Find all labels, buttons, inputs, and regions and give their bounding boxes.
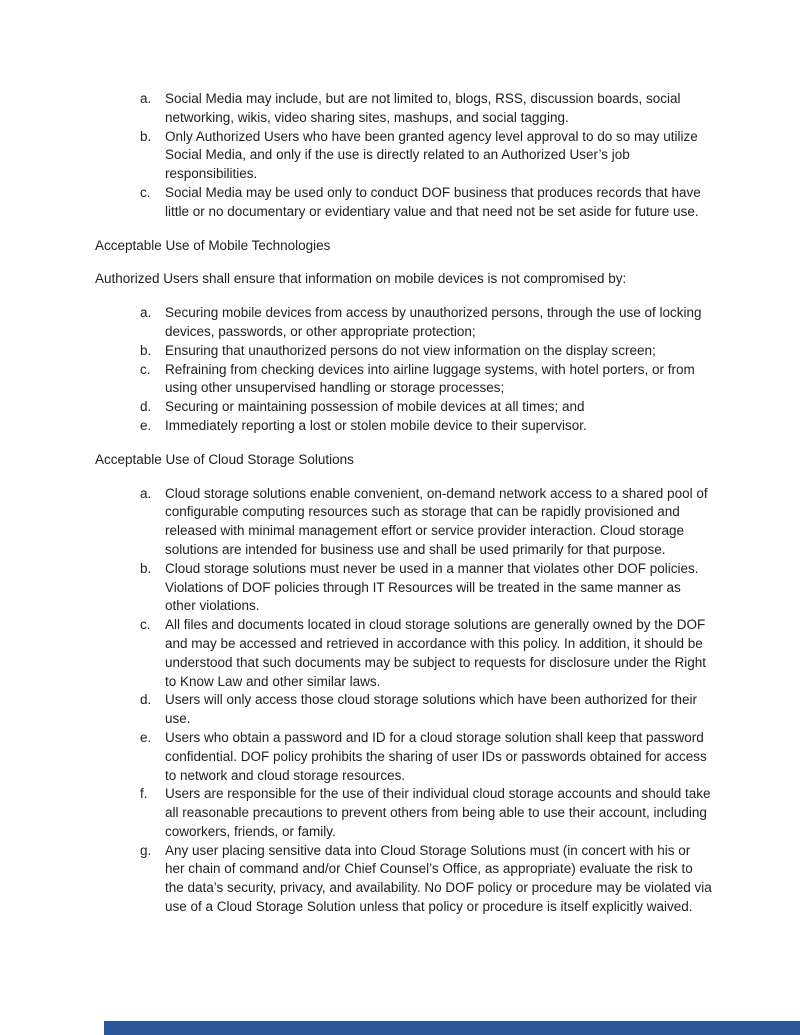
list-item bbox=[95, 90, 713, 128]
list-item bbox=[95, 417, 713, 436]
list-item bbox=[95, 342, 713, 361]
list-item-marker: b. bbox=[140, 342, 152, 358]
list-item-text: Only Authorized Users who have been granted agency level approval to do so may utilize Social Media, and only if the use is directly related to an Authorized User’s job responsibilities. bbox=[165, 128, 698, 182]
list-item-text: Users are responsible for the use of their individual cloud storage accounts and should take all reasonable precautions to prevent others from being able to use their account, including coworkers, friends, or family. bbox=[165, 786, 711, 839]
list-item-marker: d. bbox=[140, 692, 152, 708]
list-item bbox=[95, 560, 713, 616]
lettered-list bbox=[95, 90, 713, 222]
list-item-text: Ensuring that unauthorized persons do not view information on the display screen; bbox=[165, 342, 656, 358]
list-item bbox=[95, 184, 713, 222]
list-item bbox=[95, 729, 713, 785]
list-item-marker: c. bbox=[140, 617, 151, 633]
list-item-marker: e. bbox=[140, 729, 152, 745]
list-item-text: Immediately reporting a lost or stolen mobile device to their supervisor. bbox=[165, 417, 587, 433]
word-status-bar bbox=[104, 1021, 800, 1035]
list-item-text: Securing mobile devices from access by unauthorized persons, through the use of locking devices, passwords, or other appropriate protection; bbox=[165, 305, 702, 339]
list-item-marker: c. bbox=[140, 184, 151, 200]
paragraph: Authorized Users shall ensure that information on mobile devices is not compromised by: bbox=[95, 271, 627, 287]
list-item-text: Any user placing sensitive data into Cloud Storage Solutions must (in concert with his or her chain of command and/or Chief Counsel’s Office, as appropriate) evaluate the risk to the data’s security, privacy, and availability. No DOF policy or procedure may be violated via use of a Cloud Storage Solution unless that policy or procedure is itself explicitly waived. bbox=[165, 842, 712, 915]
list-item-text: Users who obtain a password and ID for a cloud storage solution shall keep that password confidential. DOF policy prohibits the sharing of user IDs or passwords obtained for access to network and cloud storage resources. bbox=[165, 729, 707, 783]
list-item-marker: a. bbox=[140, 305, 152, 321]
list-item-text: Social Media may include, but are not limited to, blogs, RSS, discussion boards, social networking, wikis, video sharing sites, mashups, and social tagging. bbox=[165, 91, 681, 125]
section-heading: Acceptable Use of Cloud Storage Solutions bbox=[95, 451, 354, 467]
list-item-marker: c. bbox=[140, 361, 151, 377]
lettered-list bbox=[95, 485, 713, 917]
list-item-text: Cloud storage solutions enable convenient, on-demand network access to a shared pool of configurable computing resources such as storage that can be rapidly provisioned and released with minimal management effort or service provider interaction. Cloud storage solutions are intended for business use and shall be used primarily for that purpose. bbox=[165, 485, 708, 557]
list-item-text: Cloud storage solutions must never be used in a manner that violates other DOF policies. Violations of DOF policies through IT Resources will be treated in the same manner as other violations. bbox=[165, 560, 699, 614]
list-item bbox=[95, 691, 713, 729]
list-item bbox=[95, 361, 713, 399]
list-item-marker: d. bbox=[140, 399, 152, 415]
list-item bbox=[95, 398, 713, 417]
list-item bbox=[95, 128, 713, 184]
list-item-marker: f. bbox=[140, 786, 148, 802]
list-item bbox=[95, 485, 713, 560]
list-item bbox=[95, 304, 713, 342]
list-item-text: Users will only access those cloud storage solutions which have been authorized for their use. bbox=[165, 692, 698, 727]
list-item-text: Securing or maintaining possession of mobile devices at all times; and bbox=[165, 399, 585, 415]
list-item-marker: a. bbox=[140, 91, 152, 106]
lettered-list bbox=[95, 304, 713, 436]
section-heading: Acceptable Use of Mobile Technologies bbox=[95, 237, 331, 253]
list-item bbox=[95, 785, 713, 841]
list-item-marker: b. bbox=[140, 128, 152, 144]
list-item-marker: e. bbox=[140, 417, 152, 433]
list-item-marker: g. bbox=[140, 842, 152, 858]
list-item bbox=[95, 616, 713, 691]
document-content bbox=[95, 90, 713, 917]
list-item-marker: b. bbox=[140, 560, 152, 576]
list-item-text: All files and documents located in cloud storage solutions are generally owned by the DOF and may be accessed and retrieved in accordance with this policy. In addition, it should be understood that such documents may be subject to requests for disclosure under the Right to Know Law and other similar laws. bbox=[165, 617, 707, 689]
list-item-marker: a. bbox=[140, 485, 152, 501]
list-item bbox=[95, 842, 713, 917]
list-item-text: Social Media may be used only to conduct DOF business that produces records that have little or no documentary or evidentiary value and that need not be set aside for future use. bbox=[165, 184, 701, 219]
list-item-text: Refraining from checking devices into airline luggage systems, with hotel porters, or from using other unsupervised handling or storage processes; bbox=[165, 361, 695, 396]
